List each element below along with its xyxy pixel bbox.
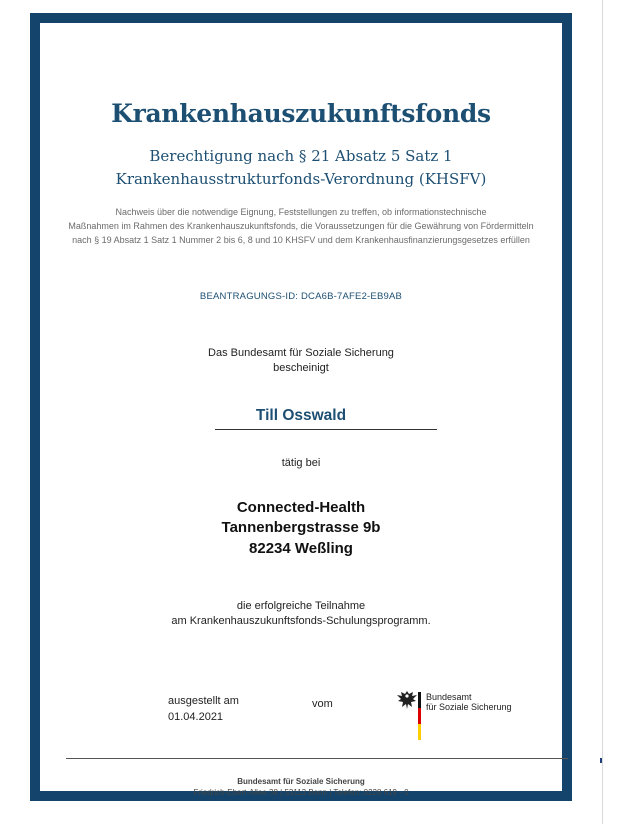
flag-stripe-black	[418, 692, 421, 708]
certificate-subtitle-line2: Krankenhausstrukturfonds-Verordnung (KHSFV)	[115, 170, 487, 188]
page-edge-line	[602, 0, 603, 824]
certificate-subtitle-line1: Berechtigung nach § 21 Absatz 5 Satz 1	[149, 147, 453, 165]
organization-name: Connected-Health	[236, 499, 366, 516]
page-edge-mark	[600, 758, 602, 763]
issued-block	[168, 693, 239, 725]
participation-line1: die erfolgreiche Teilnahme	[236, 600, 366, 612]
organization-city: 82234 Weßling	[249, 540, 353, 557]
certificate-title: Krankenhauszukunftsfonds	[111, 99, 491, 128]
issued-label: ausgestellt am	[168, 695, 239, 707]
participation-line2: am Krankenhauszukunftsfonds-Schulungsprogramm.	[171, 615, 431, 627]
logo-text	[426, 692, 512, 712]
footer-address: Friedrich-Ebert-Allee 38 | 53113 Bonn | Telefon: 0228 619 - 0	[193, 788, 409, 797]
organization-street: Tannenbergstrasse 9b	[221, 519, 381, 536]
description-line2: Maßnahmen im Rahmen des Krankenhauszukunftsfonds, die Voraussetzungen für die Gewährung von Fördermitteln	[68, 221, 534, 231]
logo-text-line1: Bundesamt	[426, 692, 472, 702]
logo-text-line2: für Soziale Sicherung	[426, 702, 512, 712]
flag-stripe-red	[418, 708, 421, 724]
description-line1: Nachweis über die notwendige Eignung, Feststellungen zu treffen, ob informationstechnische	[115, 207, 487, 217]
flag-stripe-gold	[418, 724, 421, 740]
certificate-frame	[30, 13, 572, 801]
flag-bar	[418, 692, 421, 740]
works-at-label: tätig bei	[281, 457, 321, 469]
federal-eagle-icon	[396, 690, 418, 710]
application-id: BEANTRAGUNGS-ID: DCA6B-7AFE2-EB9AB	[199, 291, 403, 302]
issued-date: 01.04.2021	[168, 711, 224, 723]
recipient-name-underline	[215, 429, 437, 430]
issuer-logo	[396, 690, 516, 742]
issuer-line1: Das Bundesamt für Soziale Sicherung	[208, 347, 394, 359]
recipient-name: Till Osswald	[255, 407, 347, 424]
footer-divider	[66, 758, 568, 759]
issuer-line2: bescheinigt	[273, 362, 329, 374]
footer-organization: Bundesamt für Soziale Sicherung	[237, 777, 365, 786]
description-line3: nach § 19 Absatz 1 Satz 1 Nummer 2 bis 6, 8 und 10 KHSFV und dem Krankenhausfinanzierungsgesetzes erfüllen	[72, 235, 530, 245]
from-label: vom	[312, 698, 333, 710]
